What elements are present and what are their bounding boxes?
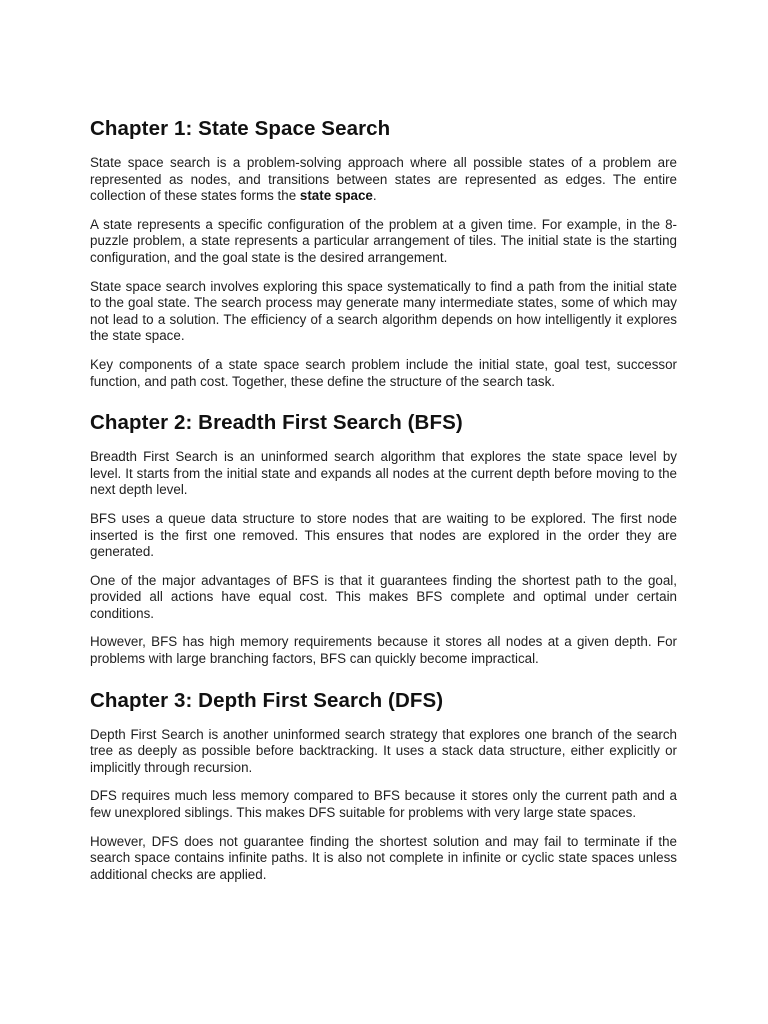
paragraph-text: State space search is a problem-solving approach where all possible states of a problem are represented as nodes, and transitions between states are represented as edges. The entire collection of these states forms the bbox=[90, 155, 677, 204]
chapter-title: Chapter 2: Breadth First Search (BFS) bbox=[90, 411, 463, 435]
paragraph: However, DFS does not guarantee finding the shortest solution and may fail to terminate if the search space contains infinite paths. It is also not complete in infinite or cyclic state spaces unless additional checks are applied. bbox=[90, 833, 677, 882]
document-page bbox=[90, 116, 677, 883]
paragraph: However, BFS has high memory requirements because it stores all nodes at a given depth. For problems with large branching factors, BFS can quickly become impractical. bbox=[90, 634, 677, 667]
paragraph: One of the major advantages of BFS is that it guarantees finding the shortest path to the goal, provided all actions have equal cost. This makes BFS complete and optimal under certain conditions. bbox=[90, 572, 677, 621]
paragraph: DFS requires much less memory compared to BFS because it stores only the current path and a few unexplored siblings. This makes DFS suitable for problems with very large state spaces. bbox=[90, 788, 677, 821]
paragraph: Depth First Search is another uninformed search strategy that explores one branch of the search tree as deeply as possible before backtracking. It uses a stack data structure, either explicitly or implicitly through recursion. bbox=[90, 726, 677, 775]
chapter-2 bbox=[90, 410, 677, 668]
chapter-3 bbox=[90, 688, 677, 884]
paragraph: Breadth First Search is an uninformed search algorithm that explores the state space level by level. It starts from the initial state and expands all nodes at the current depth before moving to the next depth level. bbox=[90, 449, 677, 498]
paragraph: Key components of a state space search problem include the initial state, goal test, successor function, and path cost. Together, these define the structure of the search task. bbox=[90, 356, 677, 389]
paragraph-text-end: . bbox=[372, 188, 377, 204]
paragraph bbox=[90, 155, 677, 205]
chapter-1 bbox=[90, 116, 677, 390]
bold-term: state space bbox=[299, 188, 373, 204]
paragraph: A state represents a specific configuration of the problem at a given time. For example, in the 8-puzzle problem, a state represents a particular arrangement of tiles. The initial state is the starting configuration, and the goal state is the desired arrangement. bbox=[90, 216, 677, 265]
paragraph: State space search involves exploring this space systematically to find a path from the initial state to the goal state. The search process may generate many intermediate states, some of which may not lead to a solution. The efficiency of a search algorithm depends on how intelligently it explores the state space. bbox=[90, 278, 677, 344]
paragraph: BFS uses a queue data structure to store nodes that are waiting to be explored. The first node inserted is the first one removed. This ensures that nodes are explored in the order they are generated. bbox=[90, 510, 677, 560]
chapter-title: Chapter 3: Depth First Search (DFS) bbox=[90, 688, 444, 712]
chapter-title: Chapter 1: State Space Search bbox=[90, 117, 391, 140]
